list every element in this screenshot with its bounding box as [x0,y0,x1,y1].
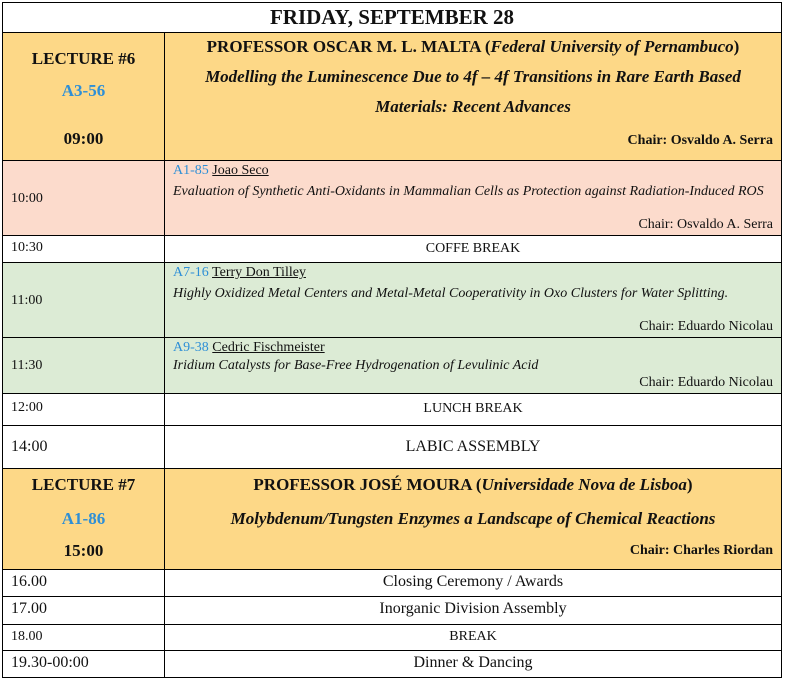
lecture-title: Molybdenum/Tungsten Enzymes a Landscape of Chemical Reactions [230,509,716,528]
evening-row [3,570,781,597]
day-title: FRIDAY, SEPTEMBER 28 [269,5,515,29]
break-label: LUNCH BREAK [423,401,523,416]
abstract-code: A1-85 [173,163,209,178]
talk-header [173,163,269,179]
session-time: 11:30 [11,358,43,373]
talk-chair: Chair: Eduardo Nicolau [639,375,773,390]
evening-label: Dinner & Dancing [413,654,533,671]
lecture-title-line1: Modelling the Luminescence Due to 4f – 4f Transitions in Rare Earth Based [205,67,741,86]
lecture-label: LECTURE #6 [31,49,136,68]
lecture-title-line2: Materials: Recent Advances [375,97,571,116]
lecture-chair: Chair: Charles Riordan [629,543,773,558]
speaker-name: PROFESSOR OSCAR M. L. MALTA ( [206,37,491,56]
lecture-7-info [3,469,165,569]
speaker-line: PROFESSOR JOSÉ MOURA (Universidade Nova de Lisboa) [253,475,693,494]
talk-title: Highly Oxidized Metal Centers and Metal-Metal Cooperativity in Oxo Clusters for Water Splitting. [173,286,729,301]
speaker-line: PROFESSOR OSCAR M. L. MALTA (Federal University of Pernambuco) [206,37,740,56]
talk-chair: Chair: Eduardo Nicolau [639,319,773,334]
author-link[interactable]: Cedric Fischmeister [212,340,325,355]
lecture-6-row [3,33,781,161]
assembly-label: LABIC ASSEMBLY [405,438,541,455]
evening-label: Closing Ceremony / Awards [382,573,564,590]
session-time: 11:00 [11,293,43,308]
session-row [3,263,781,338]
day-header-row [3,3,781,33]
assembly-row [3,426,781,469]
talk-title: Evaluation of Synthetic Anti-Oxidants in Mammalian Cells as Protection against Radiation-Induced ROS [173,184,764,199]
evening-label: Inorganic Division Assembly [379,600,567,617]
session-row [3,161,781,236]
lecture-time: 15:00 [63,541,104,560]
room-code: A3-56 [61,81,106,100]
talk-header [173,340,325,356]
break-row [3,236,781,263]
break-time: 10:30 [11,240,43,255]
evening-row [3,597,781,625]
lecture-6-details [165,33,781,160]
speaker-affiliation: Universidade Nova de Lisboa [481,475,687,494]
evening-time: 19.30-00:00 [11,654,89,671]
talk-header [173,265,306,281]
schedule-table [2,2,782,678]
abstract-code: A9-38 [173,340,209,355]
evening-label: BREAK [449,629,497,644]
evening-time: 18.00 [11,629,43,644]
speaker-affiliation: Federal University of Pernambuco [490,37,734,56]
lecture-chair: Chair: Osvaldo A. Serra [627,133,773,148]
evening-row [3,651,781,677]
lecture-7-details [165,469,781,569]
evening-time: 17.00 [11,600,47,617]
author-link[interactable]: Terry Don Tilley [212,265,306,280]
abstract-code: A7-16 [173,265,209,280]
author-link[interactable]: Joao Seco [212,163,269,178]
session-row [3,338,781,394]
break-row [3,394,781,426]
break-label: COFFE BREAK [425,241,521,256]
lecture-6-info [3,33,165,160]
evening-row [3,625,781,651]
evening-time: 16.00 [11,573,47,590]
lecture-label: LECTURE #7 [31,475,136,494]
talk-chair: Chair: Osvaldo A. Serra [638,217,773,232]
lecture-7-row [3,469,781,570]
session-time: 10:00 [11,191,43,206]
break-time: 12:00 [11,400,43,415]
assembly-time: 14:00 [11,438,48,455]
speaker-name: PROFESSOR JOSÉ MOURA ( [253,475,482,494]
talk-title: Iridium Catalysts for Base-Free Hydrogenation of Levulinic Acid [173,358,539,373]
room-code: A1-86 [61,509,106,528]
lecture-time: 09:00 [63,129,104,148]
